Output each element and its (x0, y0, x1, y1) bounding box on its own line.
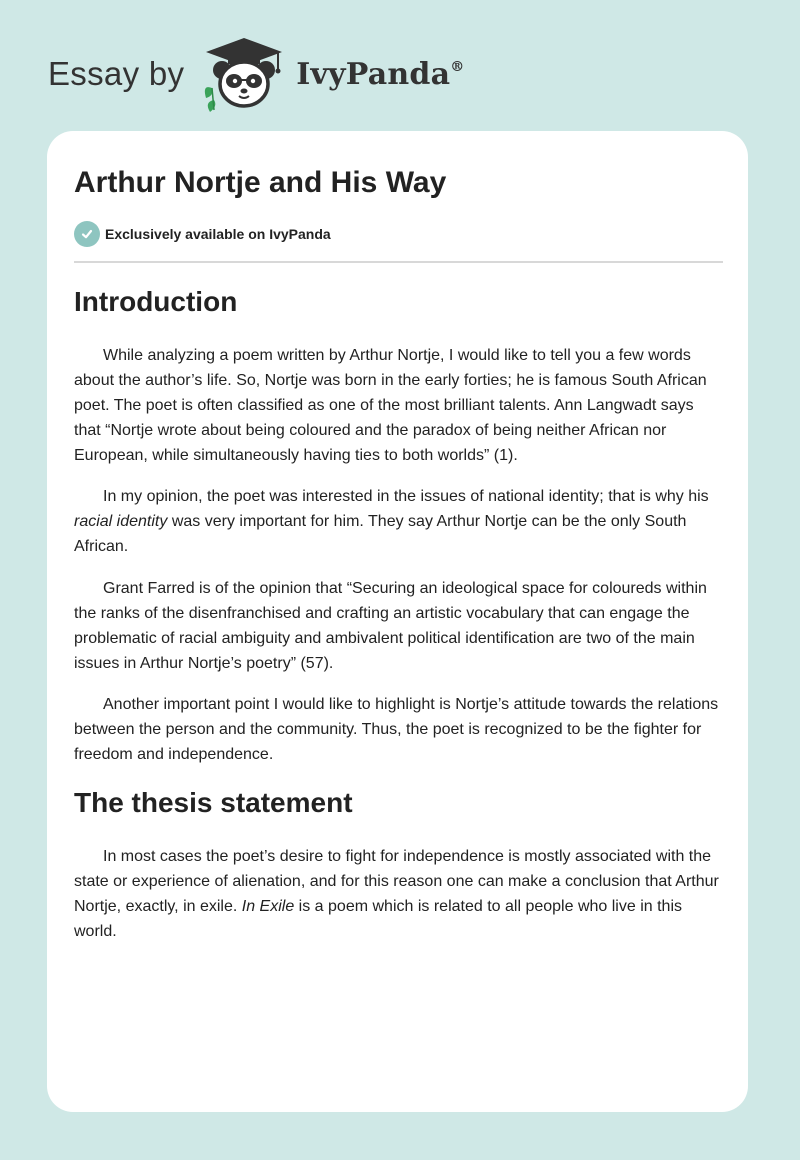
site-header (48, 34, 464, 114)
registered-mark: ® (450, 58, 465, 75)
exclusive-badge (74, 221, 331, 247)
section-heading-thesis: The thesis statement (74, 787, 353, 818)
paragraph: While analyzing a poem written by Arthur Nortje, I would like to tell you a few words about the author’s life. So, Nortje was born in the early forties; he is famous South African poet. The poet is often classified as one of the most brilliant talents. Ann Langwadt says that “Nortje wrote about being coloured and the paradox of being neither African nor European, while simultaneously having ties to both worlds” (1). (74, 347, 707, 464)
emphasis-in-exile: In Exile (241, 898, 295, 915)
check-icon (74, 221, 100, 247)
paragraph: In most cases the poet’s desire to fight for independence is mostly associated with the state or experience of alienation, and for this reason one can make a conclusion that Arthur Nortje, exactly, in exile. In Exile is a poem which is related to all people who live in this world. (74, 848, 719, 940)
emphasis-racial-identity: racial identity (74, 513, 168, 530)
paragraph: Grant Farred is of the opinion that “Securing an ideological space for coloureds within the ranks of the disenfranchised and crafting an artistic vocabulary that can engage the problematic of racial ambiguity and ambivalent political identification are two of the main issues in Arthur Nortje’s poetry” (57). (74, 580, 707, 672)
essay-card (47, 131, 748, 1112)
essay-by-label: Essay by (48, 55, 185, 92)
divider (74, 261, 723, 263)
paragraph: In my opinion, the poet was interested in the issues of national identity; that is why his racial identity was very important for him. They say Arthur Nortje can be the only South African. (74, 488, 709, 555)
paragraph: Another important point I would like to highlight is Nortje’s attitude towards the relations between the person and the community. Thus, the poet is recognized to be the fighter for freedom and independence. (74, 696, 719, 763)
brand-text: IvyPanda (296, 56, 451, 92)
panda-graduation-icon (198, 36, 290, 112)
exclusive-label: Exclusively available on IvyPanda (105, 226, 331, 242)
brand-name (296, 57, 464, 92)
page-title: Arthur Nortje and His Way (74, 166, 447, 199)
section-heading-introduction: Introduction (74, 286, 238, 317)
